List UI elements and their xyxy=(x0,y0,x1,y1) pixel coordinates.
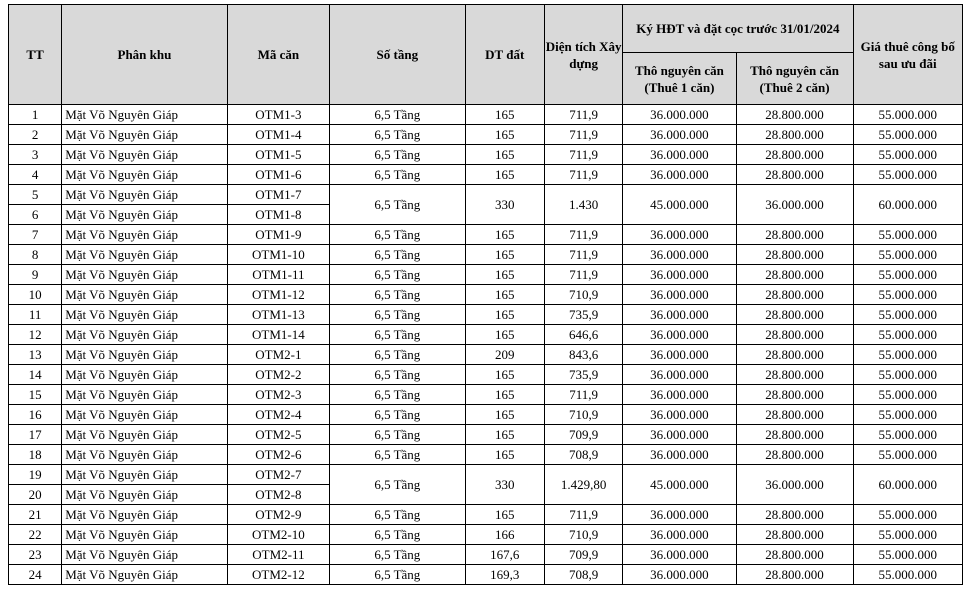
cell-ma-can: OTM1-10 xyxy=(227,245,329,265)
cell-tho-2-can: 28.800.000 xyxy=(736,505,853,525)
cell-ma-can: OTM1-9 xyxy=(227,225,329,245)
cell-tho-1-can: 45.000.000 xyxy=(623,185,736,225)
cell-gia-thue: 55.000.000 xyxy=(853,525,962,545)
cell-tho-2-can: 28.800.000 xyxy=(736,245,853,265)
cell-gia-thue: 55.000.000 xyxy=(853,145,962,165)
header-dt-dat: DT đất xyxy=(465,5,544,105)
cell-ma-can: OTM2-11 xyxy=(227,545,329,565)
cell-gia-thue: 55.000.000 xyxy=(853,245,962,265)
cell-phan-khu: Mặt Võ Nguyên Giáp xyxy=(62,505,227,525)
cell-gia-thue: 55.000.000 xyxy=(853,325,962,345)
cell-ma-can: OTM2-9 xyxy=(227,505,329,525)
cell-dien-tich-xay-dung: 1.430 xyxy=(544,185,622,225)
cell-ma-can: OTM2-2 xyxy=(227,365,329,385)
cell-dt-dat: 165 xyxy=(465,405,544,425)
cell-dt-dat: 165 xyxy=(465,265,544,285)
cell-tho-2-can: 28.800.000 xyxy=(736,125,853,145)
cell-tho-1-can: 36.000.000 xyxy=(623,545,736,565)
cell-ma-can: OTM2-7 xyxy=(227,465,329,485)
cell-ma-can: OTM1-11 xyxy=(227,265,329,285)
cell-tho-2-can: 28.800.000 xyxy=(736,425,853,445)
cell-dien-tich-xay-dung: 708,9 xyxy=(544,565,622,585)
cell-so-tang: 6,5 Tầng xyxy=(330,345,465,365)
cell-tho-2-can: 28.800.000 xyxy=(736,285,853,305)
cell-phan-khu: Mặt Võ Nguyên Giáp xyxy=(62,565,227,585)
cell-ma-can: OTM1-7 xyxy=(227,185,329,205)
cell-dien-tich-xay-dung: 709,9 xyxy=(544,545,622,565)
cell-dt-dat: 169,3 xyxy=(465,565,544,585)
cell-tt: 5 xyxy=(9,185,62,205)
cell-tt: 13 xyxy=(9,345,62,365)
cell-tt: 19 xyxy=(9,465,62,485)
table-row xyxy=(9,325,963,345)
cell-ma-can: OTM1-13 xyxy=(227,305,329,325)
cell-gia-thue: 55.000.000 xyxy=(853,105,962,125)
cell-tho-2-can: 36.000.000 xyxy=(736,465,853,505)
table-row xyxy=(9,225,963,245)
cell-dien-tich-xay-dung: 709,9 xyxy=(544,425,622,445)
cell-dt-dat: 165 xyxy=(465,105,544,125)
table-row xyxy=(9,285,963,305)
cell-dien-tich-xay-dung: 735,9 xyxy=(544,365,622,385)
table-row xyxy=(9,525,963,545)
cell-dt-dat: 165 xyxy=(465,385,544,405)
table-header xyxy=(9,5,963,105)
cell-phan-khu: Mặt Võ Nguyên Giáp xyxy=(62,445,227,465)
cell-dien-tich-xay-dung: 711,9 xyxy=(544,385,622,405)
cell-ma-can: OTM2-5 xyxy=(227,425,329,445)
cell-dt-dat: 165 xyxy=(465,325,544,345)
cell-tho-1-can: 36.000.000 xyxy=(623,265,736,285)
cell-tt: 8 xyxy=(9,245,62,265)
cell-gia-thue: 55.000.000 xyxy=(853,265,962,285)
cell-dien-tich-xay-dung: 711,9 xyxy=(544,265,622,285)
cell-so-tang: 6,5 Tầng xyxy=(330,145,465,165)
cell-tt: 15 xyxy=(9,385,62,405)
cell-tt: 1 xyxy=(9,105,62,125)
cell-dien-tich-xay-dung: 711,9 xyxy=(544,505,622,525)
cell-tho-2-can: 28.800.000 xyxy=(736,445,853,465)
cell-gia-thue: 55.000.000 xyxy=(853,425,962,445)
cell-ma-can: OTM1-6 xyxy=(227,165,329,185)
cell-ma-can: OTM2-4 xyxy=(227,405,329,425)
cell-tho-1-can: 36.000.000 xyxy=(623,225,736,245)
cell-tho-2-can: 28.800.000 xyxy=(736,545,853,565)
cell-ma-can: OTM2-1 xyxy=(227,345,329,365)
header-ma-can: Mã căn xyxy=(227,5,329,105)
header-gia-thue: Giá thuê công bố sau ưu đãi xyxy=(853,5,962,105)
cell-dien-tich-xay-dung: 708,9 xyxy=(544,445,622,465)
table-row xyxy=(9,105,963,125)
cell-phan-khu: Mặt Võ Nguyên Giáp xyxy=(62,425,227,445)
header-tho-2-can: Thô nguyên căn (Thuê 2 căn) xyxy=(736,53,853,105)
cell-phan-khu: Mặt Võ Nguyên Giáp xyxy=(62,305,227,325)
cell-so-tang: 6,5 Tầng xyxy=(330,505,465,525)
cell-so-tang: 6,5 Tầng xyxy=(330,265,465,285)
table-row xyxy=(9,125,963,145)
cell-dien-tich-xay-dung: 711,9 xyxy=(544,245,622,265)
table-row xyxy=(9,405,963,425)
cell-phan-khu: Mặt Võ Nguyên Giáp xyxy=(62,205,227,225)
cell-dt-dat: 165 xyxy=(465,365,544,385)
cell-so-tang: 6,5 Tầng xyxy=(330,365,465,385)
cell-tho-2-can: 28.800.000 xyxy=(736,105,853,125)
cell-dt-dat: 165 xyxy=(465,245,544,265)
cell-tho-1-can: 36.000.000 xyxy=(623,305,736,325)
table-body xyxy=(9,105,963,585)
cell-tt: 2 xyxy=(9,125,62,145)
cell-so-tang: 6,5 Tầng xyxy=(330,325,465,345)
cell-tho-2-can: 28.800.000 xyxy=(736,265,853,285)
cell-so-tang: 6,5 Tầng xyxy=(330,525,465,545)
cell-dt-dat: 165 xyxy=(465,145,544,165)
cell-so-tang: 6,5 Tầng xyxy=(330,445,465,465)
cell-dien-tich-xay-dung: 710,9 xyxy=(544,285,622,305)
cell-gia-thue: 55.000.000 xyxy=(853,545,962,565)
cell-tt: 17 xyxy=(9,425,62,445)
cell-tho-1-can: 45.000.000 xyxy=(623,465,736,505)
cell-ma-can: OTM1-14 xyxy=(227,325,329,345)
cell-tho-1-can: 36.000.000 xyxy=(623,565,736,585)
cell-dt-dat: 165 xyxy=(465,305,544,325)
cell-dt-dat: 330 xyxy=(465,465,544,505)
table-row xyxy=(9,565,963,585)
cell-tt: 10 xyxy=(9,285,62,305)
cell-so-tang: 6,5 Tầng xyxy=(330,545,465,565)
table-row xyxy=(9,385,963,405)
cell-tho-1-can: 36.000.000 xyxy=(623,385,736,405)
cell-phan-khu: Mặt Võ Nguyên Giáp xyxy=(62,185,227,205)
cell-dt-dat: 165 xyxy=(465,445,544,465)
cell-tho-2-can: 28.800.000 xyxy=(736,525,853,545)
cell-gia-thue: 60.000.000 xyxy=(853,185,962,225)
cell-gia-thue: 55.000.000 xyxy=(853,445,962,465)
cell-tho-1-can: 36.000.000 xyxy=(623,365,736,385)
table-row xyxy=(9,425,963,445)
cell-gia-thue: 55.000.000 xyxy=(853,345,962,365)
cell-so-tang: 6,5 Tầng xyxy=(330,225,465,245)
cell-ma-can: OTM2-12 xyxy=(227,565,329,585)
cell-tho-2-can: 28.800.000 xyxy=(736,225,853,245)
cell-so-tang: 6,5 Tầng xyxy=(330,565,465,585)
cell-tho-1-can: 36.000.000 xyxy=(623,345,736,365)
cell-tho-1-can: 36.000.000 xyxy=(623,105,736,125)
cell-so-tang: 6,5 Tầng xyxy=(330,465,465,505)
cell-dien-tich-xay-dung: 711,9 xyxy=(544,225,622,245)
cell-so-tang: 6,5 Tầng xyxy=(330,405,465,425)
cell-tt: 9 xyxy=(9,265,62,285)
cell-tho-1-can: 36.000.000 xyxy=(623,445,736,465)
cell-dt-dat: 166 xyxy=(465,525,544,545)
cell-phan-khu: Mặt Võ Nguyên Giáp xyxy=(62,145,227,165)
table-row xyxy=(9,345,963,365)
cell-gia-thue: 55.000.000 xyxy=(853,505,962,525)
cell-ma-can: OTM2-8 xyxy=(227,485,329,505)
cell-phan-khu: Mặt Võ Nguyên Giáp xyxy=(62,405,227,425)
cell-tt: 14 xyxy=(9,365,62,385)
cell-tho-2-can: 28.800.000 xyxy=(736,405,853,425)
cell-so-tang: 6,5 Tầng xyxy=(330,105,465,125)
cell-phan-khu: Mặt Võ Nguyên Giáp xyxy=(62,225,227,245)
cell-dt-dat: 165 xyxy=(465,165,544,185)
cell-dien-tich-xay-dung: 711,9 xyxy=(544,125,622,145)
cell-dien-tich-xay-dung: 646,6 xyxy=(544,325,622,345)
table-row xyxy=(9,445,963,465)
cell-dt-dat: 167,6 xyxy=(465,545,544,565)
cell-gia-thue: 55.000.000 xyxy=(853,165,962,185)
cell-so-tang: 6,5 Tầng xyxy=(330,425,465,445)
cell-dt-dat: 165 xyxy=(465,125,544,145)
cell-dien-tich-xay-dung: 710,9 xyxy=(544,525,622,545)
cell-ma-can: OTM1-4 xyxy=(227,125,329,145)
cell-dien-tich-xay-dung: 1.429,80 xyxy=(544,465,622,505)
cell-tho-2-can: 28.800.000 xyxy=(736,165,853,185)
cell-tho-2-can: 36.000.000 xyxy=(736,185,853,225)
cell-so-tang: 6,5 Tầng xyxy=(330,185,465,225)
cell-gia-thue: 55.000.000 xyxy=(853,125,962,145)
cell-so-tang: 6,5 Tầng xyxy=(330,245,465,265)
cell-phan-khu: Mặt Võ Nguyên Giáp xyxy=(62,545,227,565)
cell-tho-2-can: 28.800.000 xyxy=(736,385,853,405)
cell-gia-thue: 55.000.000 xyxy=(853,285,962,305)
cell-dt-dat: 165 xyxy=(465,285,544,305)
table-row xyxy=(9,365,963,385)
cell-phan-khu: Mặt Võ Nguyên Giáp xyxy=(62,245,227,265)
table-row xyxy=(9,465,963,485)
cell-tho-2-can: 28.800.000 xyxy=(736,145,853,165)
cell-tho-1-can: 36.000.000 xyxy=(623,285,736,305)
cell-gia-thue: 55.000.000 xyxy=(853,405,962,425)
cell-tt: 23 xyxy=(9,545,62,565)
cell-tho-2-can: 28.800.000 xyxy=(736,345,853,365)
cell-so-tang: 6,5 Tầng xyxy=(330,305,465,325)
cell-ma-can: OTM1-3 xyxy=(227,105,329,125)
cell-so-tang: 6,5 Tầng xyxy=(330,165,465,185)
cell-phan-khu: Mặt Võ Nguyên Giáp xyxy=(62,485,227,505)
cell-ma-can: OTM1-5 xyxy=(227,145,329,165)
cell-ma-can: OTM2-3 xyxy=(227,385,329,405)
cell-tho-1-can: 36.000.000 xyxy=(623,125,736,145)
cell-phan-khu: Mặt Võ Nguyên Giáp xyxy=(62,345,227,365)
table-row xyxy=(9,265,963,285)
cell-tho-1-can: 36.000.000 xyxy=(623,165,736,185)
cell-so-tang: 6,5 Tầng xyxy=(330,385,465,405)
cell-dien-tich-xay-dung: 711,9 xyxy=(544,145,622,165)
cell-gia-thue: 55.000.000 xyxy=(853,365,962,385)
table-row xyxy=(9,165,963,185)
cell-tt: 24 xyxy=(9,565,62,585)
cell-tho-2-can: 28.800.000 xyxy=(736,565,853,585)
cell-tt: 18 xyxy=(9,445,62,465)
cell-phan-khu: Mặt Võ Nguyên Giáp xyxy=(62,105,227,125)
cell-so-tang: 6,5 Tầng xyxy=(330,285,465,305)
cell-phan-khu: Mặt Võ Nguyên Giáp xyxy=(62,265,227,285)
cell-gia-thue: 55.000.000 xyxy=(853,305,962,325)
cell-tho-1-can: 36.000.000 xyxy=(623,145,736,165)
table-row xyxy=(9,505,963,525)
cell-tt: 3 xyxy=(9,145,62,165)
cell-phan-khu: Mặt Võ Nguyên Giáp xyxy=(62,325,227,345)
cell-ma-can: OTM1-12 xyxy=(227,285,329,305)
cell-dt-dat: 165 xyxy=(465,505,544,525)
header-phan-khu: Phân khu xyxy=(62,5,227,105)
cell-dien-tich-xay-dung: 710,9 xyxy=(544,405,622,425)
cell-tt: 22 xyxy=(9,525,62,545)
cell-dt-dat: 165 xyxy=(465,225,544,245)
cell-tt: 7 xyxy=(9,225,62,245)
cell-tho-1-can: 36.000.000 xyxy=(623,405,736,425)
table-row xyxy=(9,145,963,165)
cell-tho-2-can: 28.800.000 xyxy=(736,325,853,345)
table-row xyxy=(9,305,963,325)
cell-tho-2-can: 28.800.000 xyxy=(736,305,853,325)
cell-tho-1-can: 36.000.000 xyxy=(623,505,736,525)
header-tho-1-can: Thô nguyên căn (Thuê 1 căn) xyxy=(623,53,736,105)
cell-tho-1-can: 36.000.000 xyxy=(623,245,736,265)
cell-tho-2-can: 28.800.000 xyxy=(736,365,853,385)
cell-ma-can: OTM1-8 xyxy=(227,205,329,225)
cell-dien-tich-xay-dung: 843,6 xyxy=(544,345,622,365)
header-dien-tich-xay-dung: Diện tích Xây dựng xyxy=(544,5,622,105)
cell-tho-1-can: 36.000.000 xyxy=(623,325,736,345)
cell-dien-tich-xay-dung: 735,9 xyxy=(544,305,622,325)
cell-dt-dat: 165 xyxy=(465,425,544,445)
cell-tt: 16 xyxy=(9,405,62,425)
cell-dt-dat: 330 xyxy=(465,185,544,225)
cell-tt: 21 xyxy=(9,505,62,525)
cell-gia-thue: 55.000.000 xyxy=(853,565,962,585)
cell-dt-dat: 209 xyxy=(465,345,544,365)
cell-dien-tich-xay-dung: 711,9 xyxy=(544,105,622,125)
table-row xyxy=(9,545,963,565)
cell-gia-thue: 55.000.000 xyxy=(853,385,962,405)
header-tt: TT xyxy=(9,5,62,105)
cell-phan-khu: Mặt Võ Nguyên Giáp xyxy=(62,365,227,385)
cell-phan-khu: Mặt Võ Nguyên Giáp xyxy=(62,165,227,185)
cell-tt: 20 xyxy=(9,485,62,505)
cell-tho-1-can: 36.000.000 xyxy=(623,525,736,545)
cell-ma-can: OTM2-6 xyxy=(227,445,329,465)
cell-tt: 4 xyxy=(9,165,62,185)
table-row xyxy=(9,245,963,265)
cell-gia-thue: 60.000.000 xyxy=(853,465,962,505)
cell-phan-khu: Mặt Võ Nguyên Giáp xyxy=(62,525,227,545)
cell-phan-khu: Mặt Võ Nguyên Giáp xyxy=(62,465,227,485)
cell-gia-thue: 55.000.000 xyxy=(853,225,962,245)
cell-dien-tich-xay-dung: 711,9 xyxy=(544,165,622,185)
cell-ma-can: OTM2-10 xyxy=(227,525,329,545)
cell-phan-khu: Mặt Võ Nguyên Giáp xyxy=(62,285,227,305)
cell-phan-khu: Mặt Võ Nguyên Giáp xyxy=(62,125,227,145)
cell-tt: 6 xyxy=(9,205,62,225)
cell-tho-1-can: 36.000.000 xyxy=(623,425,736,445)
table-row xyxy=(9,185,963,205)
cell-so-tang: 6,5 Tầng xyxy=(330,125,465,145)
cell-tt: 11 xyxy=(9,305,62,325)
header-so-tang: Số tầng xyxy=(330,5,465,105)
rental-price-table xyxy=(8,4,963,585)
cell-phan-khu: Mặt Võ Nguyên Giáp xyxy=(62,385,227,405)
cell-tt: 12 xyxy=(9,325,62,345)
header-ky-hdt: Ký HĐT và đặt cọc trước 31/01/2024 xyxy=(623,5,853,53)
